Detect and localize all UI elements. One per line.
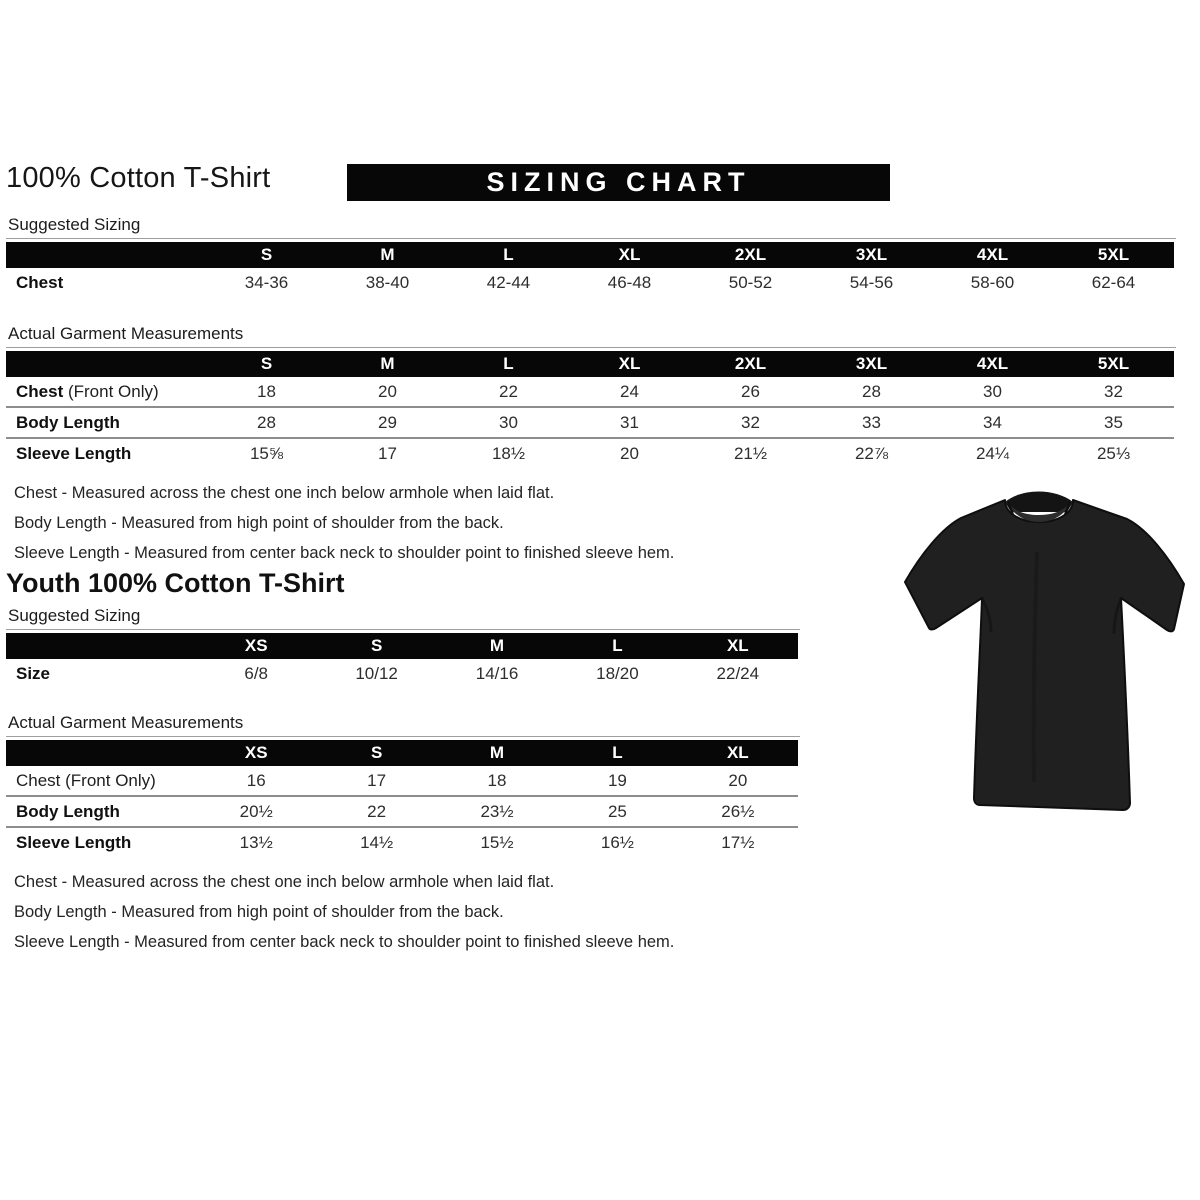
size-value-cell: 42-44 bbox=[486, 272, 531, 292]
size-value-cell: 22/24 bbox=[716, 663, 760, 683]
note-body-length: Body Length - Measured from high point of shoulder from the back. bbox=[14, 514, 504, 532]
sizing-chart-banner bbox=[347, 164, 890, 201]
note-chest: Chest - Measured across the chest one inch below armhole when laid flat. bbox=[14, 873, 555, 891]
black-tshirt-graphic bbox=[887, 462, 1193, 830]
adult-actual-header-row bbox=[6, 351, 1174, 377]
row-label: Sleeve Length bbox=[16, 832, 132, 852]
size-value-cell: 25⅓ bbox=[1096, 443, 1131, 463]
size-column-header: XL bbox=[618, 354, 641, 373]
size-column-header: XL bbox=[726, 743, 749, 762]
row-label: Size bbox=[16, 663, 51, 683]
table-row-chest-front-only bbox=[6, 766, 798, 795]
size-value-cell: 31 bbox=[620, 412, 639, 432]
table-row-body-length bbox=[6, 406, 1174, 437]
size-value-cell: 30 bbox=[499, 412, 518, 432]
youth-measurement-notes bbox=[6, 867, 1194, 957]
size-value-cell: 30 bbox=[983, 381, 1002, 401]
size-value-cell: 18 bbox=[257, 381, 276, 401]
size-column-header: M bbox=[380, 245, 395, 264]
youth-actual-measurements-table bbox=[6, 740, 798, 857]
table-row-body-length bbox=[6, 795, 798, 826]
row-label: Chest bbox=[16, 272, 64, 292]
row-label: Body Length bbox=[16, 412, 120, 432]
table-row-sleeve-length bbox=[6, 826, 798, 857]
size-column-header: L bbox=[503, 245, 514, 264]
size-value-cell: 18/20 bbox=[596, 663, 639, 683]
size-column-header: L bbox=[503, 354, 514, 373]
size-value-cell: 6/8 bbox=[244, 663, 269, 683]
size-value-cell: 35 bbox=[1104, 412, 1123, 432]
size-column-header: M bbox=[489, 636, 505, 655]
note-sleeve-length: Sleeve Length - Measured from center back neck to shoulder point to finished sleeve hem. bbox=[14, 933, 675, 951]
youth-suggested-sizing-table bbox=[6, 633, 798, 688]
adult-suggested-header-row bbox=[6, 242, 1174, 268]
size-value-cell: 18½ bbox=[491, 443, 526, 463]
size-column-header: 4XL bbox=[976, 354, 1009, 373]
size-value-cell: 32 bbox=[741, 412, 760, 432]
size-value-cell: 10/12 bbox=[355, 663, 398, 683]
size-column-header: 4XL bbox=[976, 245, 1009, 264]
size-value-cell: 22⅞ bbox=[854, 443, 889, 463]
size-value-cell: 33 bbox=[862, 412, 881, 432]
row-label: Sleeve Length bbox=[16, 443, 132, 463]
row-label: Chest bbox=[16, 381, 64, 401]
size-column-header: L bbox=[612, 636, 623, 655]
size-value-cell: 14½ bbox=[360, 832, 394, 852]
size-value-cell: 22 bbox=[367, 801, 387, 821]
size-value-cell: 24¼ bbox=[975, 443, 1010, 463]
size-value-cell: 16½ bbox=[600, 832, 634, 852]
size-value-cell: 62-64 bbox=[1091, 272, 1136, 292]
size-value-cell: 58-60 bbox=[970, 272, 1015, 292]
table-row-chest bbox=[6, 268, 1174, 297]
size-value-cell: 34-36 bbox=[244, 272, 289, 292]
size-column-header: 5XL bbox=[1097, 354, 1130, 373]
size-value-cell: 32 bbox=[1104, 381, 1123, 401]
size-column-header: S bbox=[370, 743, 383, 762]
sizing-chart-banner-text: SIZING CHART bbox=[486, 167, 751, 197]
size-column-header: 3XL bbox=[855, 245, 888, 264]
youth-actual-measurements-label: Actual Garment Measurements bbox=[6, 712, 800, 737]
adult-suggested-sizing-table bbox=[6, 242, 1174, 297]
size-value-cell: 28 bbox=[862, 381, 881, 401]
row-label: Chest (Front Only) bbox=[16, 770, 156, 790]
size-column-header: 5XL bbox=[1097, 245, 1130, 264]
size-value-cell: 23½ bbox=[480, 801, 514, 821]
row-label: Body Length bbox=[16, 801, 120, 821]
note-body-length: Body Length - Measured from high point of shoulder from the back. bbox=[14, 903, 504, 921]
size-column-header: S bbox=[260, 245, 273, 264]
size-value-cell: 13½ bbox=[239, 832, 273, 852]
size-value-cell: 24 bbox=[620, 381, 639, 401]
adult-actual-measurements-table bbox=[6, 351, 1174, 468]
size-value-cell: 20 bbox=[378, 381, 397, 401]
size-value-cell: 50-52 bbox=[728, 272, 773, 292]
size-value-cell: 20 bbox=[620, 443, 639, 463]
tshirt-back-collar bbox=[1005, 492, 1073, 513]
size-value-cell: 28 bbox=[257, 412, 276, 432]
size-value-cell: 20 bbox=[728, 770, 748, 790]
size-value-cell: 14/16 bbox=[475, 663, 519, 683]
table-row-chest-front-only bbox=[6, 377, 1174, 406]
size-value-cell: 21½ bbox=[733, 443, 768, 463]
tshirt-body bbox=[905, 500, 1184, 810]
size-column-header: L bbox=[612, 743, 623, 762]
size-column-header: M bbox=[380, 354, 395, 373]
size-column-header: S bbox=[370, 636, 383, 655]
tshirt-image bbox=[887, 462, 1193, 830]
size-value-cell: 19 bbox=[607, 770, 627, 790]
size-value-cell: 54-56 bbox=[849, 272, 894, 292]
size-value-cell: 20½ bbox=[239, 801, 273, 821]
size-value-cell: 18 bbox=[487, 770, 507, 790]
size-column-header: M bbox=[489, 743, 505, 762]
size-column-header: XL bbox=[618, 245, 641, 264]
size-column-header: XL bbox=[726, 636, 749, 655]
size-column-header: 3XL bbox=[855, 354, 888, 373]
row-label-suffix: (Front Only) bbox=[63, 381, 159, 401]
adult-suggested-sizing-label: Suggested Sizing bbox=[6, 214, 1176, 239]
size-value-cell: 15⅝ bbox=[249, 443, 284, 463]
size-value-cell: 26 bbox=[741, 381, 760, 401]
youth-actual-header-row bbox=[6, 740, 798, 766]
size-value-cell: 29 bbox=[378, 412, 397, 432]
size-value-cell: 17 bbox=[367, 770, 387, 790]
size-value-cell: 34 bbox=[983, 412, 1002, 432]
size-value-cell: 16 bbox=[246, 770, 266, 790]
size-column-header: XS bbox=[244, 743, 268, 762]
size-column-header: S bbox=[260, 354, 273, 373]
size-value-cell: 15½ bbox=[480, 832, 514, 852]
youth-suggested-header-row bbox=[6, 633, 798, 659]
table-row-size bbox=[6, 659, 798, 688]
size-value-cell: 38-40 bbox=[365, 272, 410, 292]
size-value-cell: 17½ bbox=[721, 832, 755, 852]
adult-actual-measurements-label: Actual Garment Measurements bbox=[6, 323, 1176, 348]
page-title: 100% Cotton T-Shirt bbox=[6, 162, 271, 194]
youth-section-title: Youth 100% Cotton T-Shirt bbox=[6, 568, 345, 598]
size-column-header: 2XL bbox=[734, 354, 767, 373]
size-value-cell: 22 bbox=[499, 381, 518, 401]
youth-suggested-sizing-label: Suggested Sizing bbox=[6, 605, 800, 630]
note-sleeve-length: Sleeve Length - Measured from center back neck to shoulder point to finished sleeve hem. bbox=[14, 544, 675, 562]
size-value-cell: 17 bbox=[378, 443, 397, 463]
header bbox=[6, 162, 1194, 204]
size-value-cell: 46-48 bbox=[607, 272, 652, 292]
note-chest: Chest - Measured across the chest one inch below armhole when laid flat. bbox=[14, 484, 555, 502]
size-value-cell: 25 bbox=[607, 801, 627, 821]
size-column-header: XS bbox=[244, 636, 268, 655]
size-value-cell: 26½ bbox=[721, 801, 755, 821]
size-column-header: 2XL bbox=[734, 245, 767, 264]
